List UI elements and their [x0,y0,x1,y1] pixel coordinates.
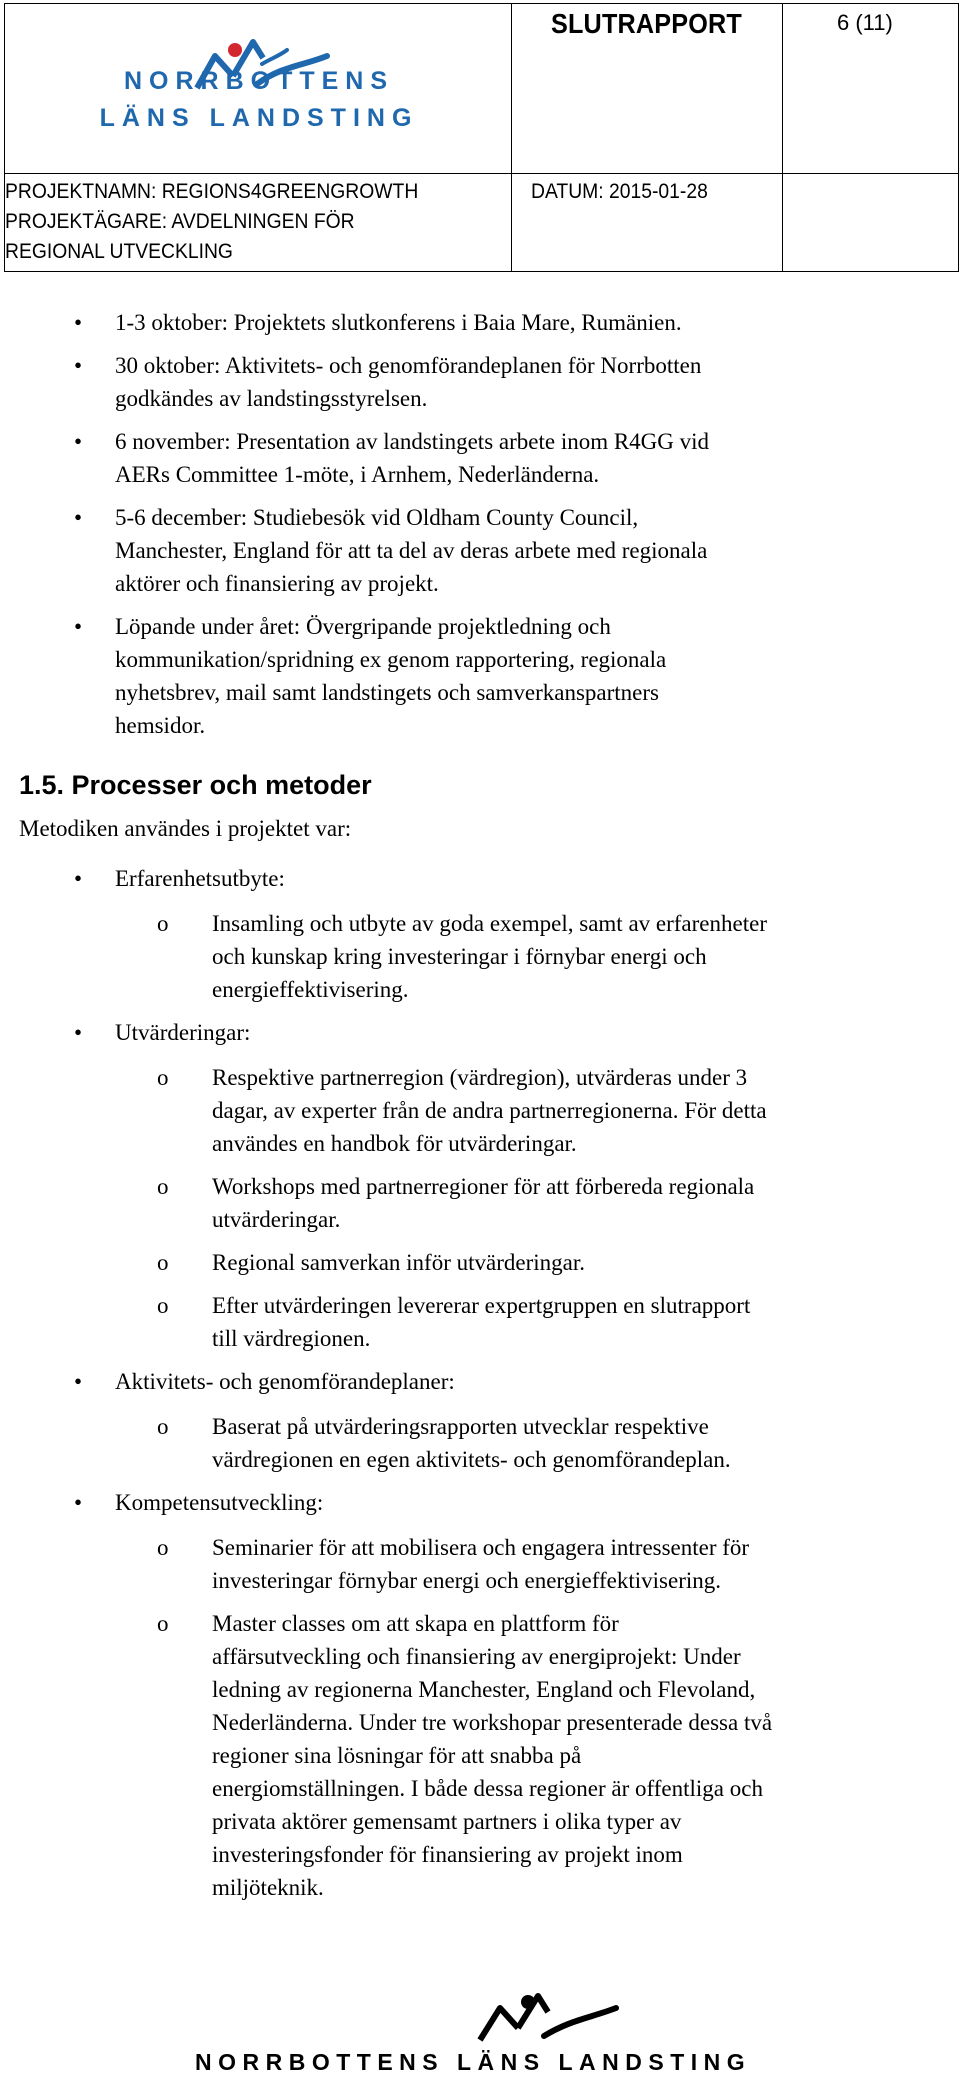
report-date: DATUM: 2015-01-28 [531,180,708,203]
bullet-icon: • [73,505,83,530]
text-line: privata aktörer gemensamt partners i olika typer av [212,1809,682,1834]
text-line: utvärderingar. [212,1207,341,1232]
report-title: SLUTRAPPORT [551,8,742,39]
text-line: investeringsfonder för finansiering av projekt inom [212,1842,683,1867]
text-line: ledning av regionerna Manchester, England och Flevoland, [212,1677,756,1702]
text-line: miljöteknik. [212,1875,324,1900]
method-subitem [115,1410,900,1476]
text-line: Workshops med partnerregioner för att förbereda regionala [212,1174,755,1199]
footer-logo-icon [440,1990,650,2052]
page-number-cell [782,3,959,174]
bullet-icon: • [73,1490,83,1515]
text-line: Master classes om att skapa en plattform för [212,1611,619,1636]
bullet-icon: • [73,1369,83,1394]
methods-list [0,862,960,1914]
method-label: Utvärderingar: [115,1020,251,1045]
text-line: Seminarier för att mobilisera och engagera intressenter för [212,1535,750,1560]
text-line: 1-3 oktober: Projektets slutkonferens i Baia Mare, Rumänien. [115,310,682,335]
text-line: Nederländerna. Under tre workshopar presenterade dessa två [212,1710,773,1735]
project-info-cell [4,173,512,272]
activity-item [0,306,960,339]
circle-bullet-icon: o [157,1174,169,1199]
text-line: användes en handbok för utvärderingar. [212,1131,577,1156]
method-subitems [115,1531,900,1904]
logo-text-line2: LÄNS LANDSTING [99,104,419,132]
text-line: regioner sina lösningar för att snabba på [212,1743,582,1768]
logo-cell [4,3,512,174]
activity-item [0,425,960,491]
text-line: dagar, av experter från de andra partnerregionerna. För detta [212,1098,767,1123]
section-heading: 1.5. Processer och metoder [19,770,372,800]
document-header [4,3,959,272]
method-subitem [115,1531,900,1597]
bullet-icon: • [73,1020,83,1045]
footer-logo-text: NORRBOTTENS LÄNS LANDSTING [195,2049,752,2075]
text-line: Insamling och utbyte av goda exempel, samt av erfarenheter [212,911,767,936]
bullet-icon: • [73,353,83,378]
text-line: aktörer och finansiering av projekt. [115,571,439,596]
activity-item [0,349,960,415]
circle-bullet-icon: o [157,1535,169,1560]
text-line: investeringar förnybar energi och energieffektivisering. [212,1568,722,1593]
method-subitem [115,1170,900,1236]
text-line: och kunskap kring investeringar i förnybar energi och [212,944,707,969]
project-info [5,177,418,267]
circle-bullet-icon: o [157,1611,169,1636]
text-line: AERs Committee 1-möte, i Arnhem, Nederländerna. [115,462,600,487]
text-line: Efter utvärderingen levererar expertgruppen en slutrapport [212,1293,751,1318]
method-label: Aktivitets- och genomförandeplaner: [115,1369,455,1394]
empty-cell [782,173,959,272]
method-item [0,862,960,1006]
method-label: Erfarenhetsutbyte: [115,866,285,891]
bullet-icon: • [73,429,83,454]
bullet-icon: • [73,310,83,335]
circle-bullet-icon: o [157,1414,169,1439]
method-subitem [115,1246,900,1279]
method-subitem [115,1607,900,1904]
text-line: affärsutveckling och finansiering av energiprojekt: Under [212,1644,741,1669]
circle-bullet-icon: o [157,1250,169,1275]
text-line: 6 november: Presentation av landstingets arbete inom R4GG vid [115,429,710,454]
date-cell [511,173,783,272]
text-line: till värdregionen. [212,1326,371,1351]
method-subitems [115,907,900,1006]
text-line: Löpande under året: Övergripande projektledning och [115,614,611,639]
method-subitem [115,907,900,1006]
circle-bullet-icon: o [157,911,169,936]
text-line: hemsidor. [115,713,206,738]
text-line: värdregionen en egen aktivitets- och genomförandeplan. [212,1447,731,1472]
page-number: 6 (11) [837,10,893,35]
method-item [0,1486,960,1904]
activity-item [0,610,960,742]
section-intro: Metodiken användes i projektet var: [19,816,352,841]
method-subitem [115,1289,900,1355]
text-line: Manchester, England för att ta del av deras arbete med regionala [115,538,708,563]
circle-bullet-icon: o [157,1065,169,1090]
text-line: energiomställningen. I både dessa regioner är offentliga och [212,1776,763,1801]
method-item [0,1365,960,1476]
text-line: godkändes av landstingsstyrelsen. [115,386,428,411]
text-line: kommunikation/spridning ex genom rapportering, regionala [115,647,667,672]
text-line: 5-6 december: Studiebesök vid Oldham County Council, [115,505,639,530]
text-line: 30 oktober: Aktivitets- och genomförandeplanen för Norrbotten [115,353,702,378]
text-line: Baserat på utvärderingsrapporten utvecklar respektive [212,1414,709,1439]
circle-bullet-icon: o [157,1293,169,1318]
text-line: Regional samverkan inför utvärderingar. [212,1250,585,1275]
method-label: Kompetensutveckling: [115,1490,324,1515]
text-line: nyhetsbrev, mail samt landstingets och samverkanspartners [115,680,659,705]
text-line: energieffektivisering. [212,977,409,1002]
method-subitem [115,1061,900,1160]
logo-text-line1: NORRBOTTENS [123,67,395,95]
project-owner-line2: REGIONAL UTVECKLING [5,240,233,263]
method-item [0,1016,960,1355]
activities-list [0,306,960,752]
activity-item [0,501,960,600]
report-title-cell [511,3,783,174]
method-subitems [115,1410,900,1476]
method-subitems [115,1061,900,1355]
bullet-icon: • [73,866,83,891]
text-line: Respektive partnerregion (värdregion), utvärderas under 3 [212,1065,748,1090]
project-owner-line1: PROJEKTÄGARE: AVDELNINGEN FÖR [5,210,355,233]
project-name: PROJEKTNAMN: REGIONS4GREENGROWTH [5,180,419,203]
bullet-icon: • [73,614,83,639]
